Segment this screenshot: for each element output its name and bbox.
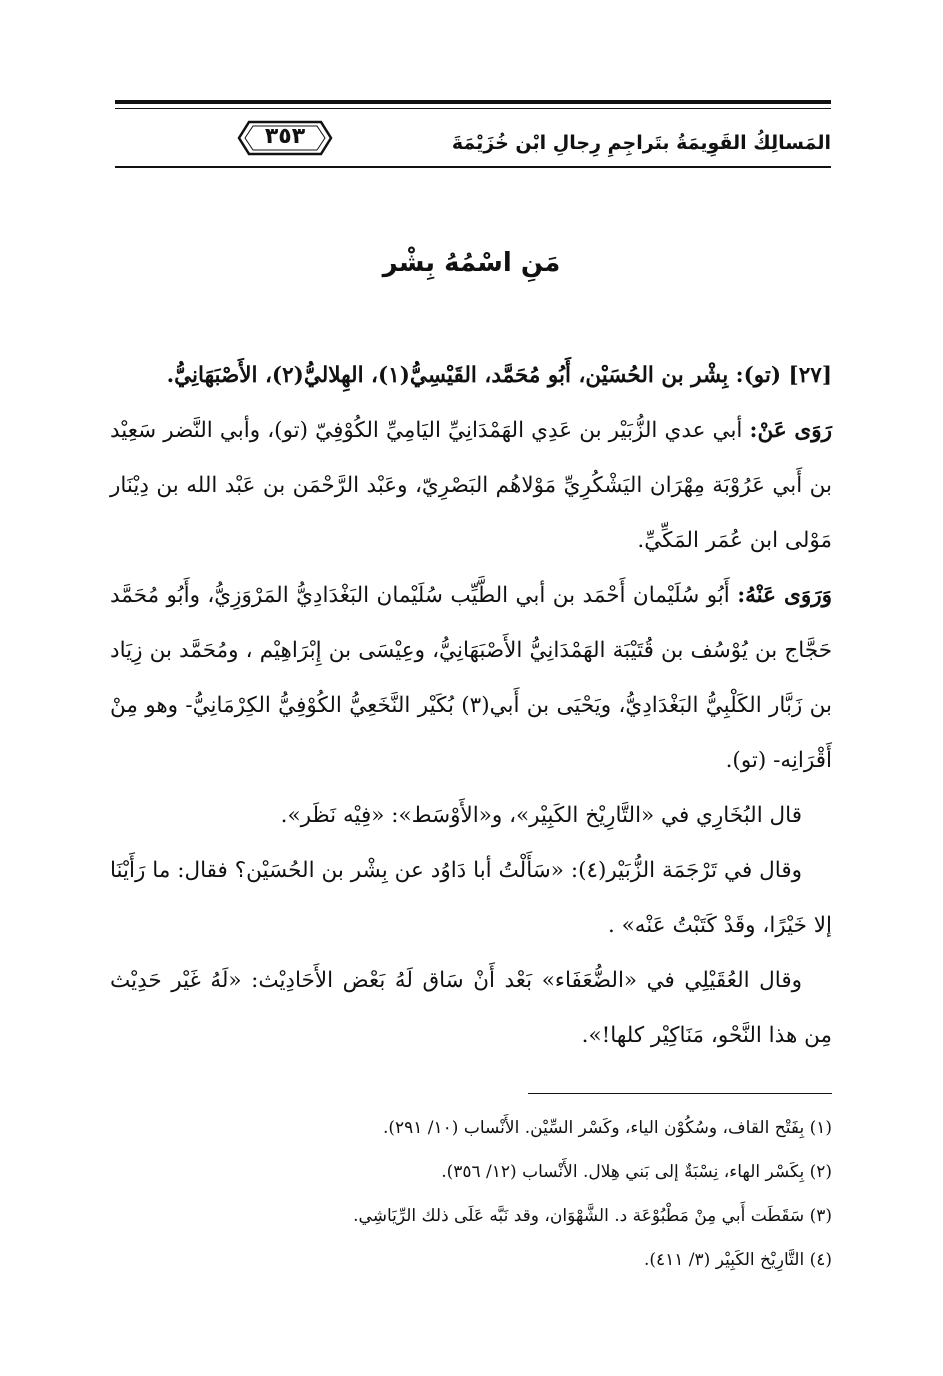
page-header	[115, 98, 831, 172]
narrated-by-text: أَبُو سُلَيْمان أَحْمَد بن أبي الطَّيِّب سُلَيْمان البَغْدَادِيُّ المَرْوَزِيُّ، وأَبُو مُحَمَّد حَجَّاج بن يُوْسُف بن قُتَيْبَة الهَمْدَانِيُّ الأَصْبَهَانِيُّ، وعِيْسَى بن إِبْرَاهِيْم ، ومُحَمَّد بن زِيَاد بن زَبَّار الكَلْبِيُّ البَغْدَادِيُّ، ويَحْيَى بن أَبي(٣) بُكَيْر النَّخَعِيُّ الكُوْفِيُّ الكِرْمَانِيُّ- وهو مِنْ أَقْرَانِه- (تو).	[110, 583, 832, 773]
header-rule-bottom	[115, 166, 831, 168]
footnote-4: (٤) التَّارِيْخ الكَبِيْر (٣/ ٤١١).	[643, 1250, 832, 1270]
section-title: مَنِ اسْمُهُ بِشْر	[382, 248, 561, 278]
narrated-from-paragraph	[110, 403, 832, 568]
footnote-2: (٢) بِكَسْر الهاء، نِسْبَةٌ إلى بَني هِلال. الأَنْساب (١٢/ ٣٥٦).	[441, 1162, 832, 1182]
footnote-1: (١) بِفَتْح القاف، وسُكُوْن الياء، وكَسْر السِّيْن. الأَنْساب (١٠/ ٢٩١).	[382, 1118, 832, 1138]
narrated-by-paragraph	[110, 568, 832, 788]
uqaili-paragraph: وقال العُقَيْلِي في «الضُّعَفَاء» بَعْد أَنْ سَاق لَهُ بَعْض الأَحَادِيْث: «لَهُ غَيْر حَدِيْث مِن هذا النَّحْو، مَنَاكِيْر كلها!».	[110, 968, 832, 1048]
header-rule-thin	[115, 108, 831, 109]
bukhari-paragraph: قال البُخَارِي في «التَّارِيْخ الكَبِيْر»، و«الأَوْسَط»: «فِيْه نَظَر».	[280, 803, 802, 828]
footnotes	[110, 1106, 832, 1282]
header-rule-thick	[115, 100, 831, 104]
zubair-paragraph: وقال في تَرْجَمَة الزُّبَيْر(٤): «سَأَلْتُ أبا دَاوُد عن بِشْر بن الحُسَيْن؟ فقال: ما رَأَيْنَا إلا خَيْرًا، وقَدْ كَتَبْتُ عَنْه» .	[110, 858, 832, 938]
page-number: ٣٥٣	[264, 124, 306, 149]
footnote-3: (٣) سَقَطَت أَبي مِنْ مَطْبُوْعَة د. الشَّهْوَان، وقد نَبَّه عَلَى ذلك الرِّيَاشِي.	[353, 1206, 832, 1226]
page-number-badge	[235, 118, 335, 158]
footnote-rule	[528, 1093, 832, 1094]
narrated-from-text: أبي عدي الزُّبَيْر بن عَدِي الهَمْدَانِيِّ اليَامِيِّ الكُوْفِيّ (تو)، وأبي النَّضر سَعِيْد بن أَبي عَرُوْبَة مِهْرَان اليَشْكُرِيِّ مَوْلاهُم البَصْرِيّ، وعَبْد الرَّحْمَن بن عَبْد الله بن دِيْنَار مَوْلى ابن عُمَر المَكِّيِّ.	[110, 418, 832, 553]
entry-body	[110, 348, 832, 1063]
narrated-by-label: وَرَوَى عَنْهُ:	[737, 583, 832, 608]
narrated-from-label: رَوَى عَنْ:	[749, 418, 832, 443]
entry-heading: [٢٧] (تو): بِشْر بن الحُسَيْن، أَبُو مُحَمَّد، القَيْسِيُّ(١)، الهِلاليُّ(٢)، الأَصْبَهَانِيُّ.	[166, 363, 832, 388]
book-title: المَسالِكُ القَوِيمَةُ بتَراجِمِ رِجالِ ابْن خُزَيْمَةَ	[451, 132, 831, 154]
